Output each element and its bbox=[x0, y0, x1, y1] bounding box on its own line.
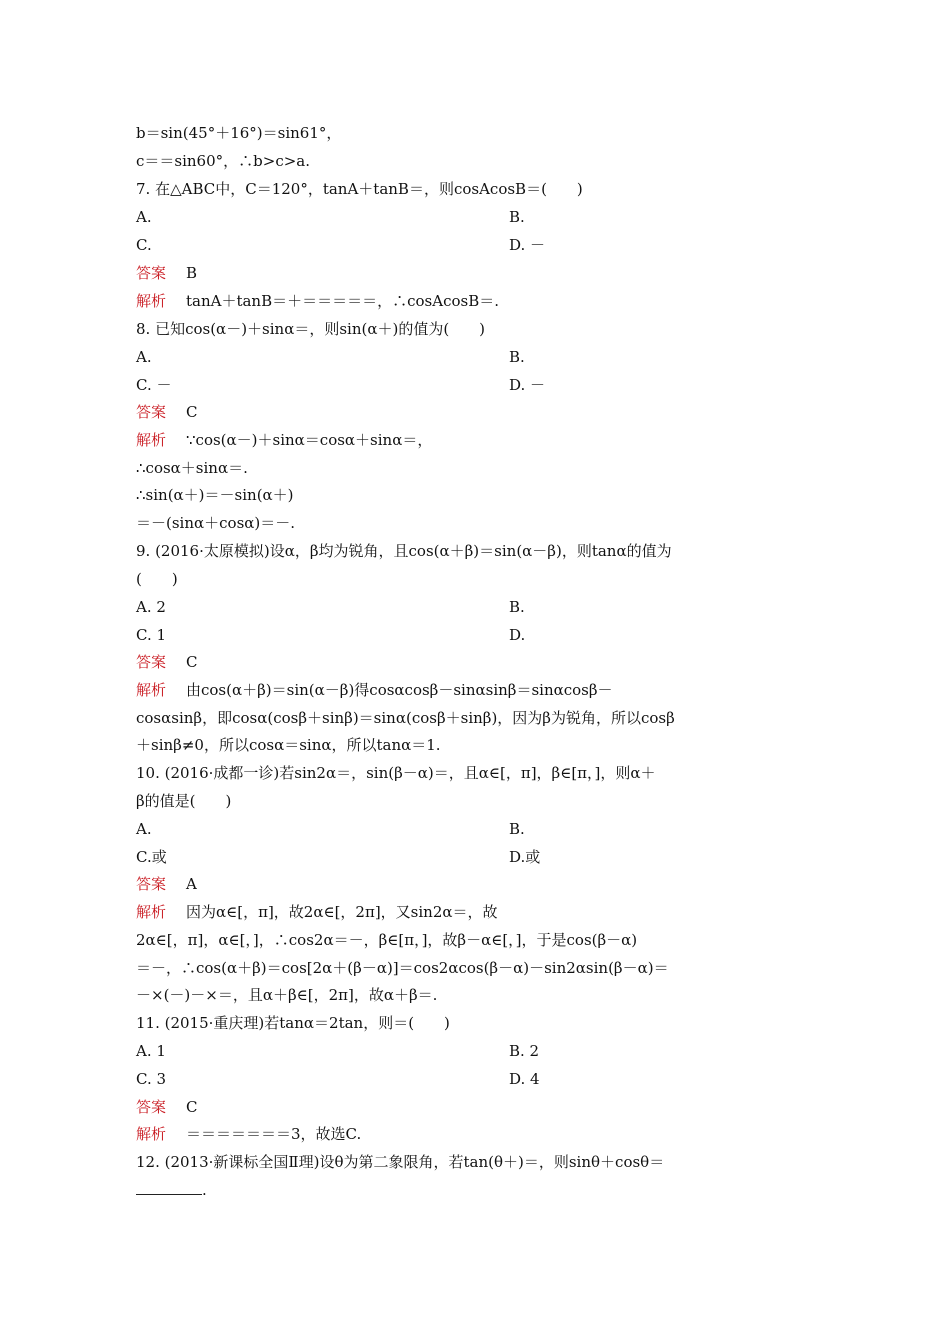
option-c: C. 1 bbox=[136, 626, 167, 644]
answer-line bbox=[136, 1097, 197, 1117]
option-a: A. bbox=[136, 348, 152, 366]
period: . bbox=[202, 1181, 207, 1199]
option-a: A. 2 bbox=[136, 598, 166, 616]
answer-value: C bbox=[186, 653, 198, 671]
text-line: b＝sin(45°＋16°)＝sin61°， bbox=[136, 124, 342, 142]
solution-text: 因为α∈[，π]，故2α∈[，2π]，又sin2α＝，故 bbox=[186, 903, 498, 921]
answer-line bbox=[136, 874, 197, 894]
option-a: A. bbox=[136, 208, 152, 226]
option-c: C. 3 bbox=[136, 1070, 167, 1088]
solution-line bbox=[136, 902, 498, 922]
text-line: c＝＝sin60°，∴b>c>a. bbox=[136, 152, 310, 170]
solution-text: ＝－(sinα＋cosα)＝－. bbox=[136, 514, 296, 532]
solution-label: 解析 bbox=[136, 431, 167, 449]
solution-text: ＋sinβ≠0，所以cosα＝sinα，所以tanα＝1. bbox=[136, 736, 441, 754]
option-d: D. 4 bbox=[509, 1070, 540, 1088]
option-a: A. 1 bbox=[136, 1042, 166, 1060]
solution-text: 2α∈[，π]，α∈[，]，∴cos2α＝－，β∈[π，]，故β－α∈[，]，于是cos(β－α) bbox=[136, 931, 638, 949]
option-b: B. bbox=[509, 348, 525, 366]
question-12-cont bbox=[136, 1180, 207, 1200]
answer-label: 答案 bbox=[136, 653, 167, 671]
question-10-cont: β的值是( ) bbox=[136, 792, 232, 810]
option-b: B. 2 bbox=[509, 1042, 540, 1060]
solution-label: 解析 bbox=[136, 681, 167, 699]
option-b: B. bbox=[509, 820, 525, 838]
answer-value: A bbox=[186, 875, 197, 893]
answer-label: 答案 bbox=[136, 875, 167, 893]
option-d: D. bbox=[509, 626, 526, 644]
option-b: B. bbox=[509, 598, 525, 616]
answer-line bbox=[136, 263, 197, 283]
solution-label: 解析 bbox=[136, 903, 167, 921]
solution-text: ∵cos(α－)＋sinα＝cosα＋sinα＝， bbox=[186, 431, 433, 449]
solution-text: cosαsinβ，即cosα(cosβ＋sinβ)＝sinα(cosβ＋sinβ)，因为β为锐角，所以cosβ bbox=[136, 709, 675, 727]
answer-label: 答案 bbox=[136, 403, 167, 421]
option-c: C. － bbox=[136, 376, 172, 394]
question-9-cont: ( ) bbox=[136, 570, 178, 588]
solution-text: ＝－，∴cos(α＋β)＝cos[2α＋(β－α)]＝cos2αcos(β－α)－sin2αsin(β－α)＝ bbox=[136, 959, 669, 977]
solution-text: tanA＋tanB＝＋＝＝＝＝＝，∴cosAcosB＝. bbox=[186, 292, 500, 310]
question-9: 9. (2016·太原模拟)设α，β均为锐角，且cos(α＋β)＝sin(α－β)，则tanα的值为 bbox=[136, 542, 672, 560]
question-10: 10. (2016·成都一诊)若sin2α＝，sin(β－α)＝，且α∈[，π]，β∈[π，]，则α＋ bbox=[136, 764, 656, 782]
option-c: C. bbox=[136, 236, 152, 254]
solution-text: 由cos(α＋β)＝sin(α－β)得cosαcosβ－sinαsinβ＝sinαcosβ－ bbox=[186, 681, 613, 699]
solution-text: ∴cosα＋sinα＝. bbox=[136, 459, 248, 477]
option-a: A. bbox=[136, 820, 152, 838]
answer-blank bbox=[136, 1180, 202, 1195]
solution-line bbox=[136, 430, 432, 450]
question-8: 8. 已知cos(α－)＋sinα＝，则sin(α＋)的值为( ) bbox=[136, 320, 486, 338]
answer-line bbox=[136, 652, 197, 672]
answer-label: 答案 bbox=[136, 264, 167, 282]
answer-value: C bbox=[186, 1098, 198, 1116]
option-c: C.或 bbox=[136, 848, 167, 866]
answer-value: C bbox=[186, 403, 198, 421]
solution-label: 解析 bbox=[136, 292, 167, 310]
solution-line bbox=[136, 680, 613, 700]
solution-line bbox=[136, 1124, 361, 1144]
solution-line bbox=[136, 291, 499, 311]
option-b: B. bbox=[509, 208, 525, 226]
solution-text: －×(－)－×＝，且α＋β∈[，2π]，故α＋β＝. bbox=[136, 986, 438, 1004]
question-7: 7. 在△ABC中，C＝120°，tanA＋tanB＝，则cosAcosB＝( ) bbox=[136, 180, 583, 198]
answer-line bbox=[136, 402, 197, 422]
option-d: D. － bbox=[509, 236, 546, 254]
answer-value: B bbox=[186, 264, 198, 282]
option-d: D. － bbox=[509, 376, 546, 394]
answer-label: 答案 bbox=[136, 1098, 167, 1116]
question-11: 11. (2015·重庆理)若tanα＝2tan，则＝( ) bbox=[136, 1014, 450, 1032]
solution-text: ∴sin(α＋)＝－sin(α＋) bbox=[136, 486, 294, 504]
solution-text: ＝＝＝＝＝＝＝3，故选C. bbox=[186, 1125, 362, 1143]
option-d: D.或 bbox=[509, 848, 541, 866]
solution-label: 解析 bbox=[136, 1125, 167, 1143]
question-12: 12. (2013·新课标全国Ⅱ理)设θ为第二象限角，若tan(θ＋)＝，则sinθ＋cosθ＝ bbox=[136, 1153, 665, 1171]
